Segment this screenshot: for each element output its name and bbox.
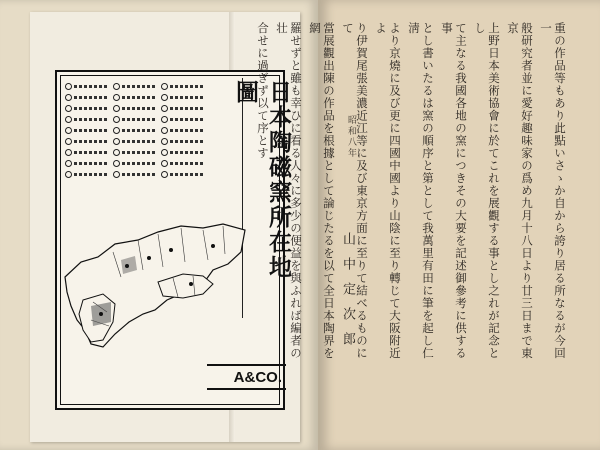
legend-entry	[65, 126, 109, 134]
legend-marker-icon	[113, 171, 120, 178]
legend-marker-icon	[113, 127, 120, 134]
legend-entry	[113, 82, 157, 90]
legend-marker-icon	[113, 105, 120, 112]
legend-text-line	[170, 162, 205, 165]
legend-marker-icon	[113, 94, 120, 101]
legend-entry	[113, 93, 157, 101]
legend-entry	[65, 82, 109, 90]
preface-column: て主なる我國各地の窯につきその大要を記述御參考に供する事	[440, 22, 468, 360]
legend-entry	[65, 115, 109, 123]
legend-marker-icon	[65, 171, 72, 178]
legend-column	[113, 82, 157, 182]
legend-text-line	[74, 107, 109, 110]
legend-marker-icon	[161, 83, 168, 90]
legend-text-line	[122, 140, 157, 143]
legend-entry	[113, 148, 157, 156]
preface-author: 山中定次郎	[340, 232, 355, 357]
legend-entry	[161, 104, 205, 112]
legend-marker-icon	[65, 149, 72, 156]
legend-text-line	[122, 173, 157, 176]
legend-marker-icon	[161, 94, 168, 101]
legend-marker-icon	[161, 149, 168, 156]
preface-column: より京燒に及び更に四國中國より山陰に至り轉じて大阪附近よ	[374, 22, 402, 360]
map-title: 日本陶磁窯所在地圖	[232, 80, 292, 280]
legend-marker-icon	[113, 116, 120, 123]
legend-entry	[65, 93, 109, 101]
legend-marker-icon	[161, 116, 168, 123]
legend-entry	[113, 170, 157, 178]
legend-text-line	[74, 96, 109, 99]
legend-entry	[161, 170, 205, 178]
legend-text-line	[170, 129, 205, 132]
kiln-marker	[125, 264, 129, 268]
legend-marker-icon	[65, 116, 72, 123]
kiln-marker	[147, 256, 151, 260]
legend-text-line	[122, 96, 157, 99]
legend-marker-icon	[161, 171, 168, 178]
legend-text-line	[170, 118, 205, 121]
legend-text-line	[122, 85, 157, 88]
legend-entry	[161, 115, 205, 123]
legend-entry	[65, 159, 109, 167]
kiln-marker	[189, 282, 193, 286]
legend-entry	[113, 126, 157, 134]
map-legend	[65, 82, 205, 182]
legend-text-line	[122, 162, 157, 165]
legend-text-line	[74, 151, 109, 154]
legend-entry	[113, 137, 157, 145]
legend-entry	[113, 159, 157, 167]
legend-text-line	[74, 162, 109, 165]
japan-map-illustration	[63, 222, 248, 352]
legend-text-line	[122, 151, 157, 154]
legend-marker-icon	[65, 138, 72, 145]
legend-column	[161, 82, 205, 182]
preface-column: 般研究者並に愛好趣味家の爲め九月十八日より廿三日まで東京	[506, 22, 534, 360]
legend-marker-icon	[161, 138, 168, 145]
legend-entry	[113, 115, 157, 123]
legend-text-line	[74, 129, 109, 132]
preface-column: 合せに過ぎず以て序とす	[256, 22, 270, 160]
legend-marker-icon	[113, 149, 120, 156]
legend-text-line	[74, 118, 109, 121]
legend-marker-icon	[65, 127, 72, 134]
legend-marker-icon	[161, 105, 168, 112]
legend-text-line	[122, 129, 157, 132]
legend-entry	[65, 170, 109, 178]
preface-column: 當展觀出陳の作品を根據として論じたるを以て全日本陶界を網	[308, 22, 336, 360]
legend-marker-icon	[65, 105, 72, 112]
legend-entry	[65, 137, 109, 145]
kiln-marker	[99, 312, 103, 316]
legend-entry	[161, 126, 205, 134]
legend-entry	[161, 148, 205, 156]
legend-text-line	[170, 107, 205, 110]
legend-marker-icon	[161, 127, 168, 134]
legend-marker-icon	[113, 83, 120, 90]
publisher-brand: A&CO.	[207, 364, 286, 390]
legend-text-line	[74, 140, 109, 143]
legend-column	[65, 82, 109, 182]
preface-column: り伊賀尾張美濃近江等に及び東京方面に至りて結べるものにて	[341, 22, 369, 360]
legend-text-line	[170, 173, 205, 176]
legend-marker-icon	[113, 160, 120, 167]
kiln-marker	[211, 244, 215, 248]
legend-text-line	[170, 85, 205, 88]
legend-entry	[65, 148, 109, 156]
preface-date: 昭和八年	[346, 115, 356, 159]
legend-entry	[161, 159, 205, 167]
preface-column: 羅せずと雖も幸ひに看る人々に多少の便益を與ふれば編者の壮	[275, 22, 303, 360]
legend-text-line	[170, 151, 205, 154]
preface-column: とし書いたるは窯の順序と第として我萬里有田に筆を起し仁淸	[407, 22, 435, 360]
legend-text-line	[122, 118, 157, 121]
legend-entry	[161, 82, 205, 90]
preface-column: 上野日本美術協會に於てこれを展觀する事とし之れが記念とし	[473, 22, 501, 360]
legend-entry	[161, 137, 205, 145]
legend-text-line	[74, 85, 109, 88]
legend-text-line	[74, 173, 109, 176]
legend-marker-icon	[65, 83, 72, 90]
legend-marker-icon	[161, 160, 168, 167]
legend-text-line	[170, 140, 205, 143]
kiln-marker	[169, 248, 173, 252]
legend-marker-icon	[65, 94, 72, 101]
legend-marker-icon	[113, 138, 120, 145]
preface-column: 重の作品等もあり此點いさゝか自から誇り居る所なるが今回一	[539, 22, 567, 360]
legend-text-line	[122, 107, 157, 110]
legend-text-line	[170, 96, 205, 99]
legend-entry	[161, 93, 205, 101]
legend-entry	[113, 104, 157, 112]
legend-marker-icon	[65, 160, 72, 167]
legend-entry	[65, 104, 109, 112]
